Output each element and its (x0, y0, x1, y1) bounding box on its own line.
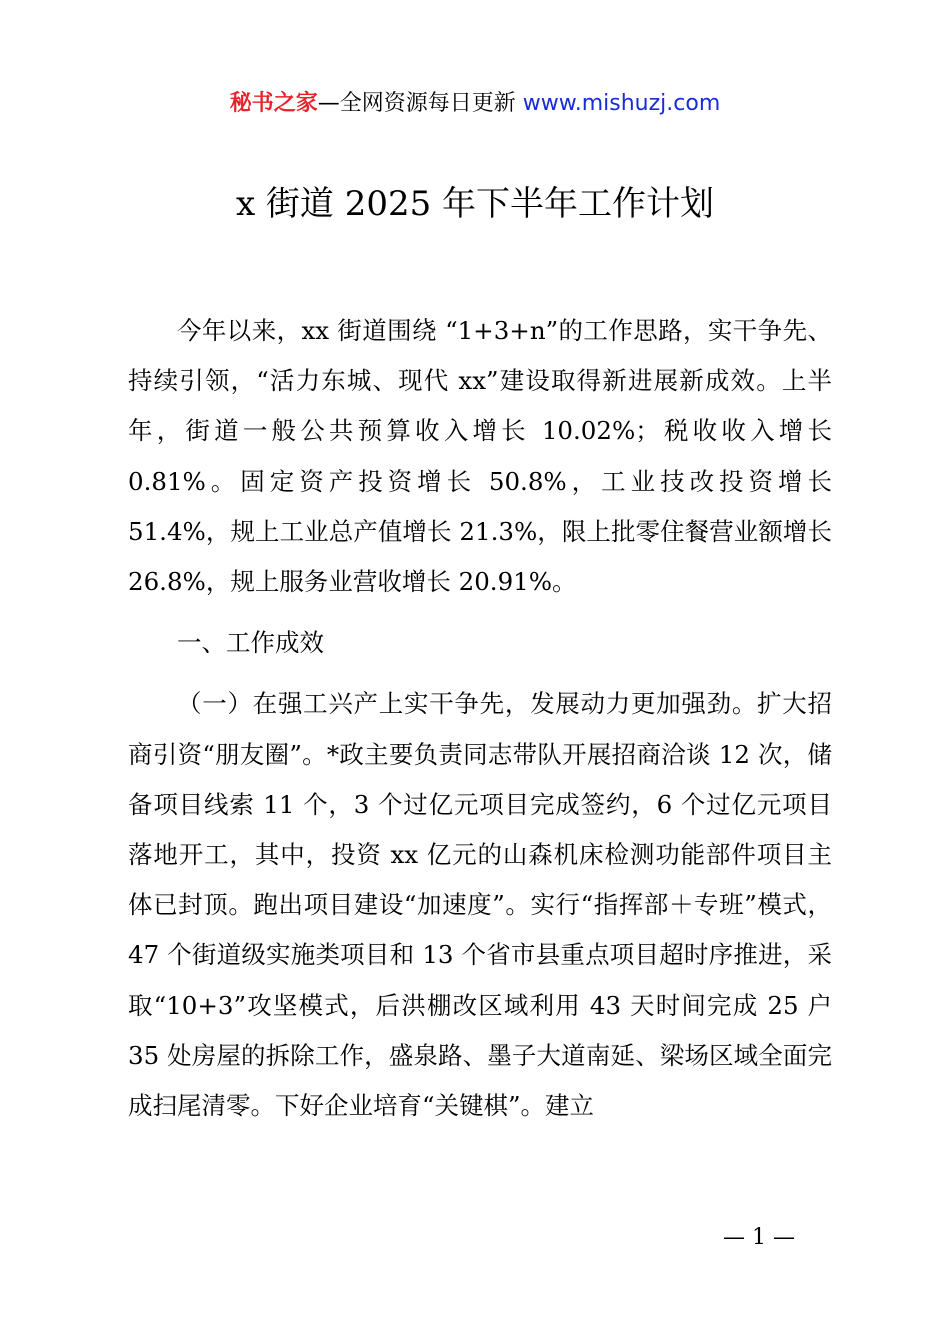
site-slogan: —全网资源每日更新 (317, 91, 523, 116)
page-number: — 1 — (723, 1225, 795, 1250)
section-paragraph: （一）在强工兴产上实干争先，发展动力更加强劲。扩大招商引资“朋友圈”。*政主要负责同志带队开展招商洽谈 12 次，储备项目线索 11 个，3 个过亿元项目完成签约，6 个过亿元项目落地开工，其中，投资 xx 亿元的山森机床检测功能部件项目主体已封顶。跑出项目建设“加速度”。实行“指挥部＋专班”模式，47 个街道级实施类项目和 13 个省市县重点项目超时序推进，采取“10+3”攻坚模式，后洪棚改区域利用 43 天时间完成 25 户 35 处房屋的拆除工作，盛泉路、墨子大道南延、梁场区域全面完成扫尾清零。下好企业培育“关键棋”。建立 (128, 689, 832, 1121)
document-title: x 街道 2025 年下半年工作计划 (235, 184, 715, 224)
section-heading: 一、工作成效 (177, 628, 324, 658)
site-brand: 秘书之家 (229, 91, 318, 116)
site-header (0, 88, 950, 120)
document-body (128, 306, 832, 1131)
site-url[interactable]: www.mishuzj.com (522, 91, 721, 116)
intro-paragraph: 今年以来，xx 街道围绕 “1+3+n”的工作思路，实干争先、持续引领，“活力东城、现代 xx”建设取得新进展新成效。上半年，街道一般公共预算收入增长 10.02%；税收收入增长 0.81%。固定资产投资增长 50.8%，工业技改投资增长 51.4%，规上工业总产值增长 21.3%，限上批零住餐营业额增长 26.8%，规上服务业营收增长 20.91%。 (128, 316, 832, 597)
